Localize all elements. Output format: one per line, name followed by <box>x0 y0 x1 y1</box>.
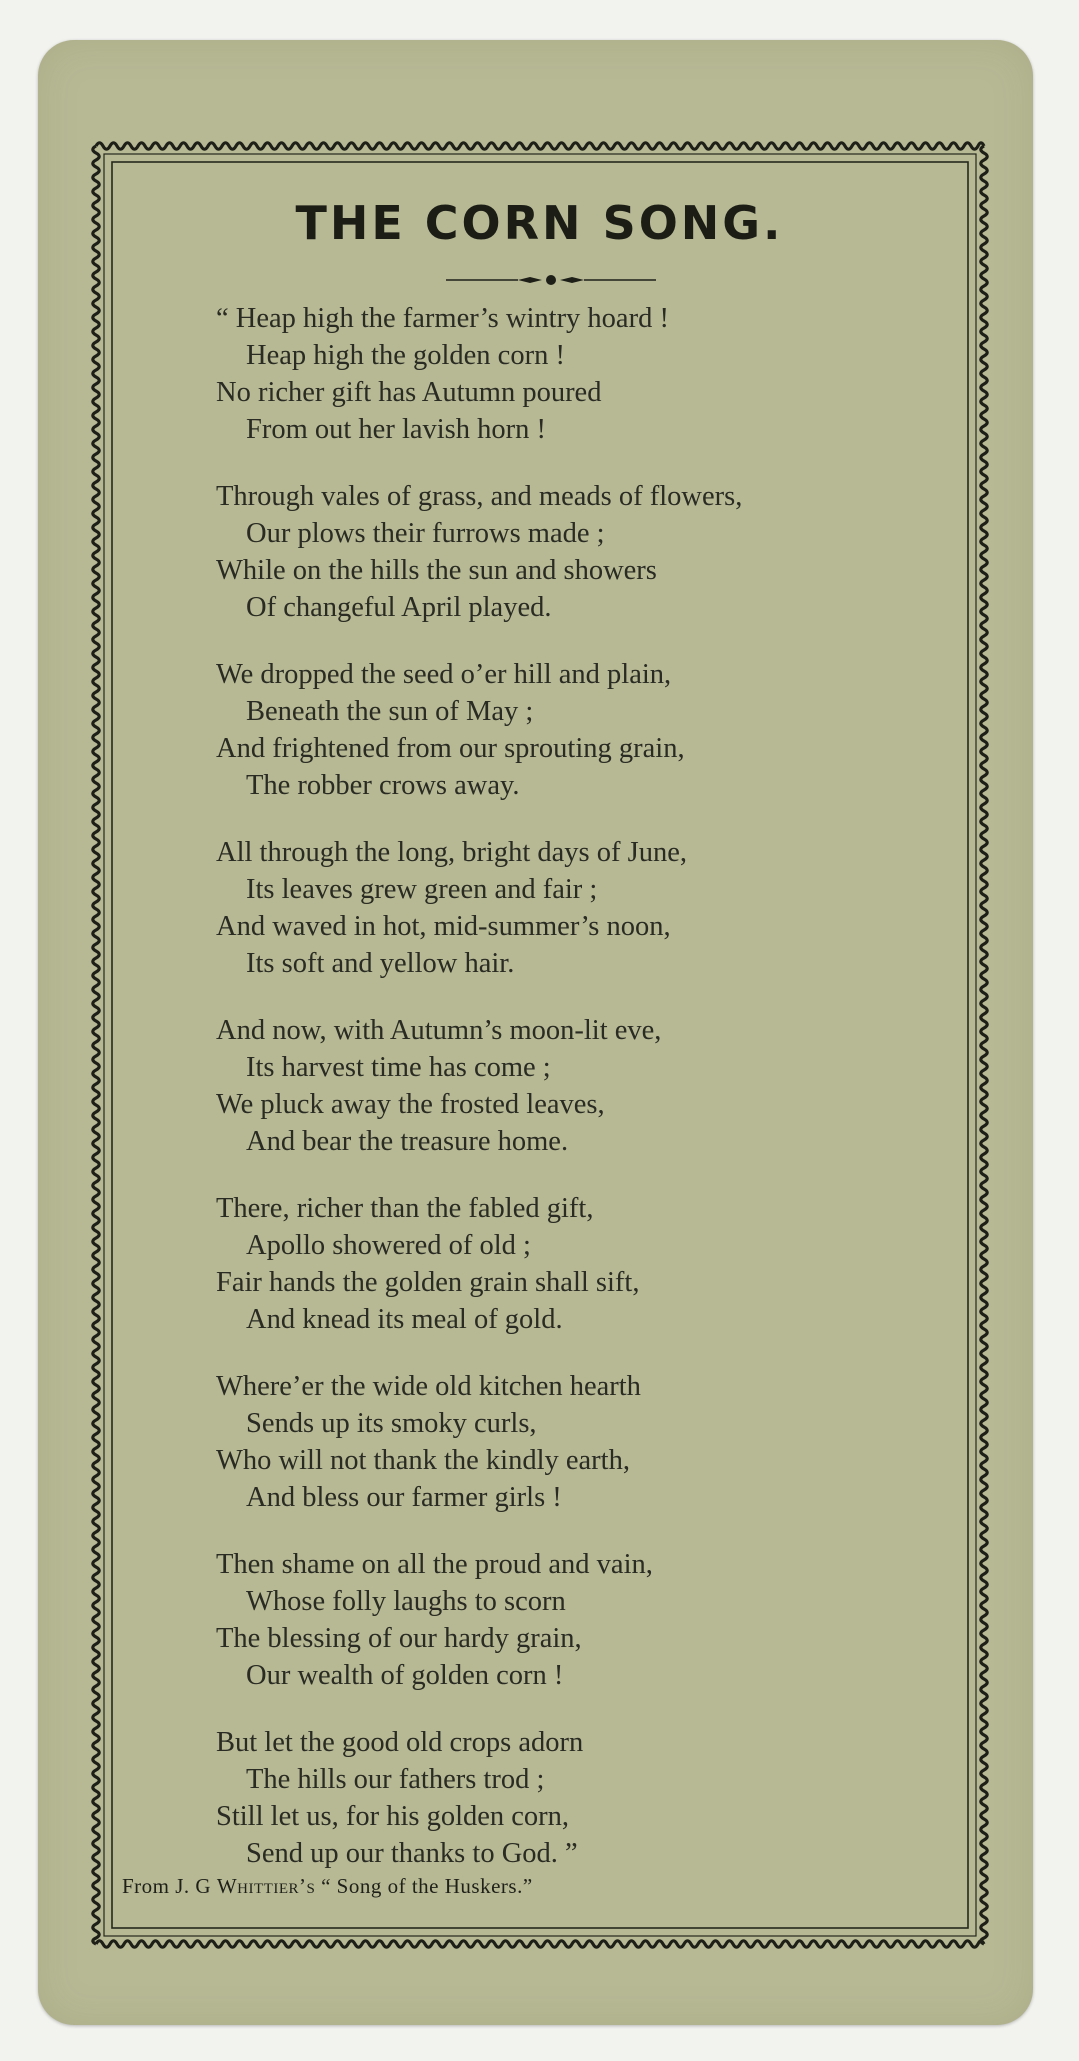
poem-line: All through the long, bright days of June, <box>216 837 687 868</box>
poem-line: And frightened from our sprouting grain, <box>216 733 685 764</box>
poem-line: Of changeful April played. <box>246 592 552 623</box>
stanza <box>216 1546 876 1694</box>
poem-line: Still let us, for his golden corn, <box>216 1801 570 1832</box>
poem-line: While on the hills the sun and showers <box>216 555 657 586</box>
poem-line: From out her lavish horn ! <box>246 414 547 445</box>
poem-line: And knead its meal of gold. <box>246 1304 563 1335</box>
poem-line: Fair hands the golden grain shall sift, <box>216 1267 640 1298</box>
poem-line: Our wealth of golden corn ! <box>246 1660 564 1691</box>
poem-line: Then shame on all the proud and vain, <box>216 1549 653 1580</box>
poem-line: “ Heap high the farmer’s wintry hoard ! <box>216 303 669 334</box>
poem-line: The hills our fathers trod ; <box>246 1764 545 1795</box>
poem-line: Send up our thanks to God. ” <box>246 1838 578 1869</box>
poem-line: Our plows their furrows made ; <box>246 518 605 549</box>
stanza <box>216 1724 876 1872</box>
poem-line: We dropped the seed o’er hill and plain, <box>216 659 672 690</box>
credit-author: Whittier’s <box>216 1874 316 1898</box>
poem-line: And bless our farmer girls ! <box>246 1482 562 1513</box>
poem-line: We pluck away the frosted leaves, <box>216 1089 605 1120</box>
poem-title: THE CORN SONG. <box>295 196 784 250</box>
poem-line: But let the good old crops adorn <box>216 1727 584 1758</box>
stanza <box>216 478 876 626</box>
poem-line: Heap high the golden corn ! <box>246 340 565 371</box>
poem-line: There, richer than the fabled gift, <box>216 1193 594 1224</box>
stanza <box>216 1190 876 1338</box>
poem-line: No richer gift has Autumn poured <box>216 377 602 408</box>
stanza <box>216 1012 876 1160</box>
poem-line: Where’er the wide old kitchen hearth <box>216 1371 641 1402</box>
credit-prefix: From J. G <box>122 1874 212 1898</box>
poem-line: And bear the treasure home. <box>246 1126 569 1157</box>
poem-line: The robber crows away. <box>246 770 520 801</box>
poem-line: Who will not thank the kindly earth, <box>216 1445 630 1476</box>
poem-line: Whose folly laughs to scorn <box>246 1586 566 1617</box>
stanza <box>216 300 876 448</box>
poem-line: Beneath the sun of May ; <box>246 696 534 727</box>
credit-work: “ Song of the Huskers.” <box>321 1874 533 1898</box>
title-ornament <box>446 272 656 288</box>
poem-line: Sends up its smoky curls, <box>246 1408 537 1439</box>
stanza <box>216 656 876 804</box>
stanza <box>216 1368 876 1516</box>
stanza <box>216 834 876 982</box>
poem-line: Its leaves grew green and fair ; <box>246 874 598 905</box>
poem-line: The blessing of our hardy grain, <box>216 1623 582 1654</box>
poem-body <box>216 300 876 1902</box>
poem-line: And now, with Autumn’s moon-lit eve, <box>216 1015 662 1046</box>
poem-line: Through vales of grass, and meads of flowers, <box>216 481 743 512</box>
poem-line: And waved in hot, mid-summer’s noon, <box>216 911 671 942</box>
poem-line: Its soft and yellow hair. <box>246 948 515 979</box>
poem-line: Its harvest time has come ; <box>246 1052 551 1083</box>
poem-credit <box>122 1874 533 1899</box>
poem-line: Apollo showered of old ; <box>246 1230 531 1261</box>
